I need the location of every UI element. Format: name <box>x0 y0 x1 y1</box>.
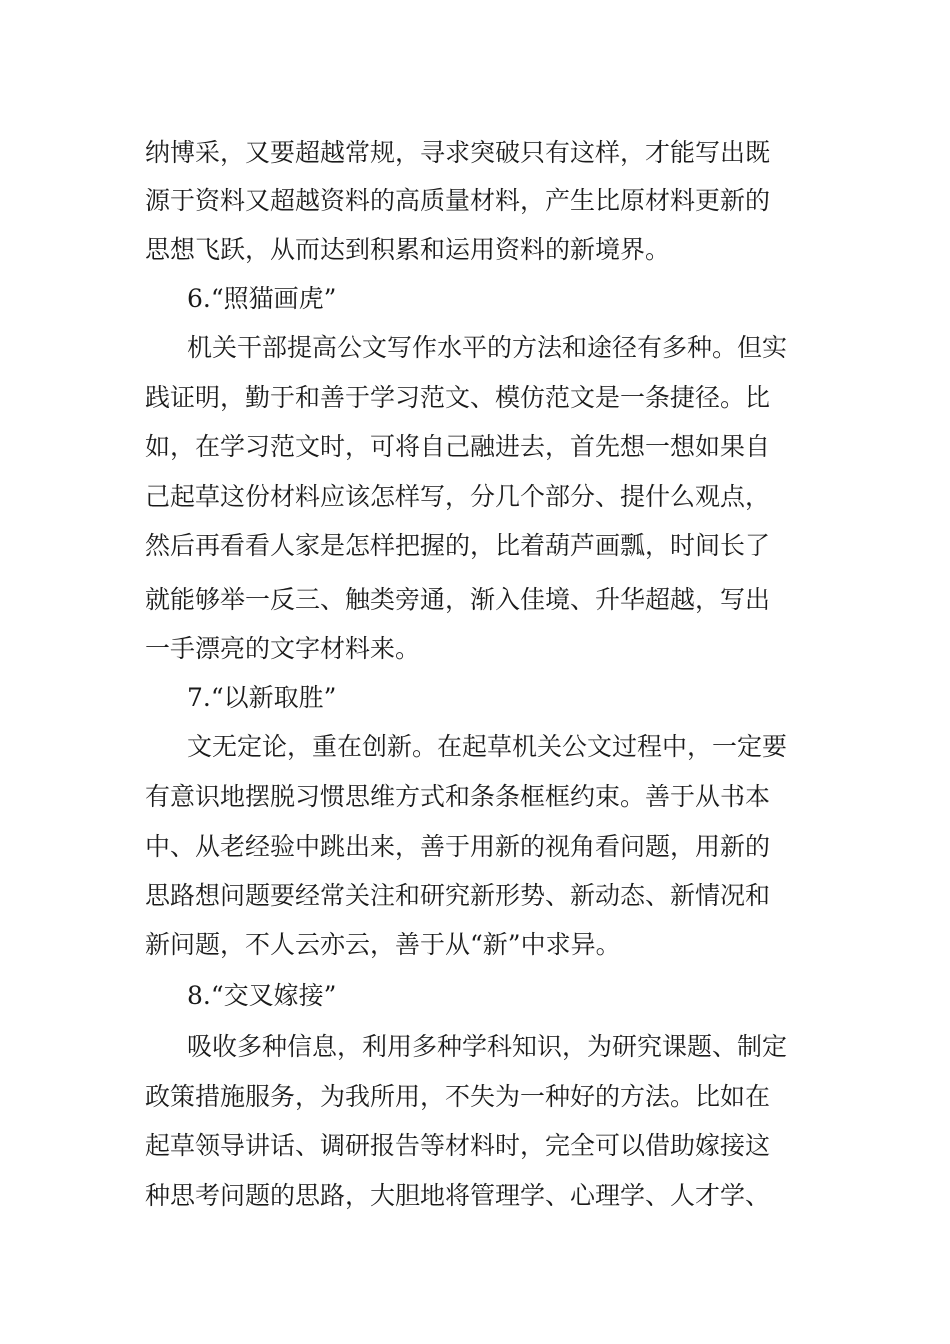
text-line: 思路想问题要经常关注和研究新形势、新动态、新情况和 <box>145 881 771 910</box>
text-line: 文无定论，重在创新。在起草机关公文过程中，一定要 <box>187 732 788 761</box>
text-line: 机关干部提高公文写作水平的方法和途径有多种。但实 <box>187 333 788 362</box>
text-line: 新问题，不人云亦云，善于从“新”中求异。 <box>145 930 621 959</box>
text-line: 己起草这份材料应该怎样写，分几个部分、提什么观点， <box>145 482 771 511</box>
text-line: 源于资料又超越资料的高质量材料，产生比原材料更新的 <box>145 186 771 215</box>
text-line: 吸收多种信息，利用多种学科知识，为研究课题、制定 <box>187 1032 788 1061</box>
text-line: 然后再看看人家是怎样把握的，比着葫芦画瓢，时间长了 <box>145 531 771 560</box>
text-line: 践证明，勤于和善于学习范文、模仿范文是一条捷径。比 <box>145 383 771 412</box>
text-line: 政策措施服务，为我所用，不失为一种好的方法。比如在 <box>145 1082 771 1111</box>
text-line: 起草领导讲话、调研报告等材料时，完全可以借助嫁接这 <box>145 1131 771 1160</box>
text-line: 思想飞跃，从而达到积累和运用资料的新境界。 <box>145 235 671 264</box>
text-line: 纳博采，又要超越常规，寻求突破只有这样，才能写出既 <box>145 138 771 167</box>
section-heading: 6.“照猫画虎” <box>187 284 337 313</box>
text-line: 种思考问题的思路，大胆地将管理学、心理学、人才学、 <box>145 1181 771 1210</box>
section-heading: 7.“以新取胜” <box>187 683 337 712</box>
text-line: 一手漂亮的文字材料来。 <box>145 634 421 663</box>
text-line: 就能够举一反三、触类旁通，渐入佳境、升华超越，写出 <box>145 585 771 614</box>
text-line: 有意识地摆脱习惯思维方式和条条框框约束。善于从书本 <box>145 782 771 811</box>
section-heading: 8.“交叉嫁接” <box>187 981 337 1010</box>
text-line: 如，在学习范文时，可将自己融进去，首先想一想如果自 <box>145 432 771 461</box>
text-line: 中、从老经验中跳出来，善于用新的视角看问题，用新的 <box>145 832 771 861</box>
